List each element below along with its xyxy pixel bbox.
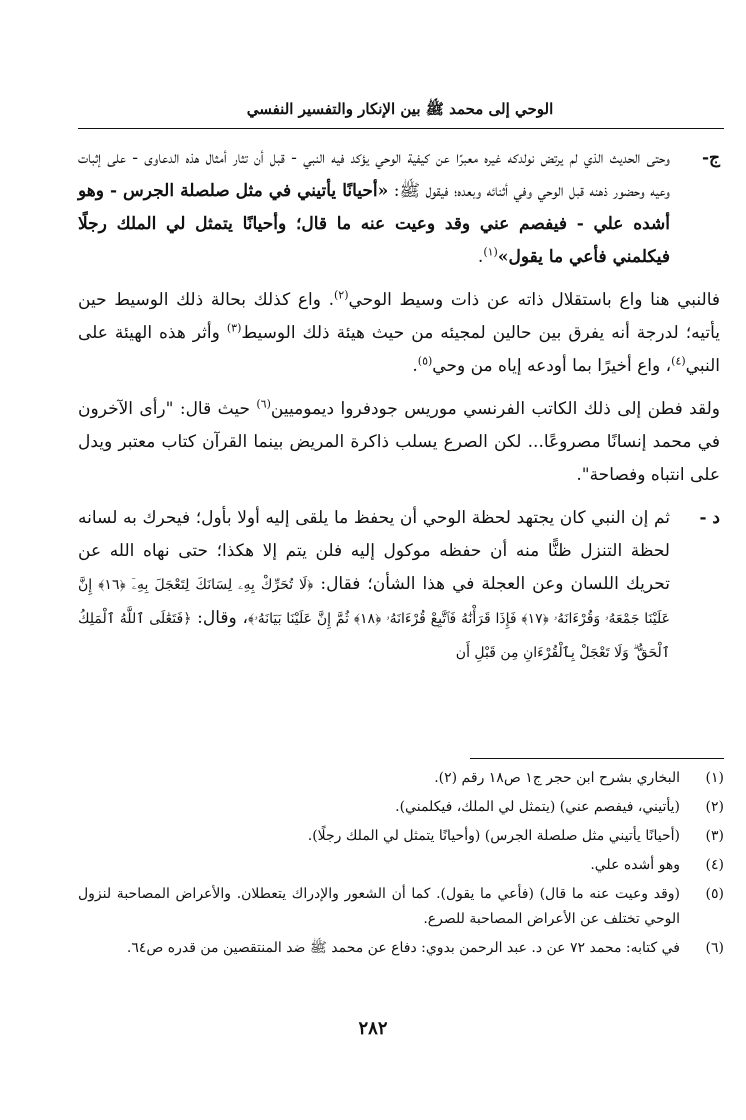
paragraph-text: . xyxy=(412,356,418,376)
footnote xyxy=(78,936,724,961)
footnote-text: البخاري بشرح ابن حجر ج١ ص١٨ رقم (٢). xyxy=(434,770,680,786)
footnote-text: وهو أشده علي. xyxy=(590,857,680,873)
paragraph-3 xyxy=(78,393,720,492)
header-rule xyxy=(78,128,724,129)
footnote-ref: (٥) xyxy=(417,354,433,368)
paragraph-marker: ج- xyxy=(701,148,720,168)
page-number: ٢٨٢ xyxy=(358,1018,388,1039)
paragraph-2 xyxy=(78,284,720,383)
paragraph-text: وأثر هذه الهيئة على النبي xyxy=(78,323,720,376)
paragraph-text: وحتى الحديث الذي لم يرتض نولدكه غيره معبرًا عن كيفية الوحي يؤكد فيه النبي - قبل أن تثار أمثال هذه الدعاوى - على إثبات وعيه وحضور ذهنه قبل الوحي وفي أثنائه وبعده؛ فيقول ﷺ: xyxy=(78,148,670,201)
paragraph-text: حيث قال: "رأى الآخرون في محمد إنسانًا مصروعًا... لكن الصرع يسلب ذاكرة المريض بينما القرآن كتاب معتبر ويدل على انتباه وفصاحة". xyxy=(78,399,720,485)
paragraph-text: ثم إن النبي كان يجتهد لحظة الوحي أن يحفظ ما يلقى إليه أولا بأول؛ فيحرك به لسانه لحظة التنزل ظنًّا منه أن حفظه موكول إليه فلن يتم إلا هكذا؛ حتى نهاه الله عن تحريك اللسان وعن العجلة في هذا الشأن؛ فقال: xyxy=(78,508,670,594)
footnote xyxy=(78,766,724,791)
footnote-ref: (٢) xyxy=(333,288,349,302)
footnote-ref: (٦) xyxy=(256,397,271,411)
paragraph-text: ، وقال: xyxy=(191,608,249,628)
paragraph-text: . واع كذلك بحالة ذلك الوسيط حين يأتيه؛ لدرجة أنه يفرق بين حالين لمجيئه من حيث هيئة ذلك الوسيط xyxy=(78,290,720,343)
footnote-number: (٢) xyxy=(705,799,724,815)
paragraph-text: . xyxy=(477,247,484,267)
footnote-text: (يأتيني، فيفصم عني) (يتمثل لي الملك، فيكلمني). xyxy=(395,799,680,815)
paragraph-dal xyxy=(78,502,720,670)
quran-verse: ﴿لَا تُحَرِّكْ بِهِۦ لِسَانَكَ لِتَعْجَلَ بِهِۦٓ ﴿١٦﴾ إِنَّ عَلَيْنَا جَمْعَهُۥ وَقُرْءَانَهُۥ ﴿١٧﴾ فَإِذَا قَرَأْنَٰهُ فَٱتَّبِعْ قُرْءَانَهُۥ ﴿١٨﴾ ثُمَّ إِنَّ عَلَيْنَا بَيَانَهُۥ﴾ xyxy=(78,577,671,627)
footnotes xyxy=(78,766,724,965)
quran-verse: ﴿فَتَعَٰلَى ٱللَّهُ ٱلْمَلِكُ ٱلْحَقُّ ۗ وَلَا تَعْجَلْ بِٱلْقُرْءَانِ مِن قَبْلِ أَن xyxy=(78,611,670,661)
hadith-quote: «أحيانًا يأتيني في مثل صلصلة الجرس - وهو أشده علي - فيفصم عني وقد وعيت عنه ما قال؛ وأحيانًا يتمثل لي الملك رجلًا فيكلمني فأعي ما يقول» xyxy=(78,181,670,267)
footnote-text: (وقد وعيت عنه ما قال) (فأعي ما يقول). كما أن الشعور والإدراك يتعطلان. والأعراض المصاحبة لنزول الوحي تختلف عن الأعراض المصاحبة للصرع. xyxy=(78,886,680,927)
paragraph-marker: د - xyxy=(699,508,720,528)
paragraph-text: ، واع أخيرًا بما أودعه إياه من وحي xyxy=(432,356,672,376)
footnote-rule xyxy=(470,758,724,759)
footnote-number: (١) xyxy=(705,770,724,786)
paragraph-text: فالنبي هنا واع باستقلال ذاته عن ذات وسيط الوحي xyxy=(348,290,720,310)
footnote xyxy=(78,824,724,849)
footnote-number: (٦) xyxy=(705,940,724,956)
footnote-ref: (٣) xyxy=(226,321,242,335)
footnote-ref: (١) xyxy=(483,245,498,259)
footnote xyxy=(78,853,724,878)
paragraph-text: ولقد فطن إلى ذلك الكاتب الفرنسي موريس جودفروا ديموميين xyxy=(270,399,720,419)
footnote-ref: (٤) xyxy=(671,354,686,368)
footnote-text: في كتابه: محمد ٧٢ عن د. عبد الرحمن بدوي: دفاع عن محمد ﷺ ضد المنتقصين من قدره ص٦٤. xyxy=(126,940,680,956)
footnote xyxy=(78,882,724,932)
paragraph-jim xyxy=(78,142,720,274)
footnote-text: (أحيانًا يأتيني مثل صلصلة الجرس) (وأحيانًا يتمثل لي الملك رجلًا). xyxy=(307,828,680,844)
running-header: الوحي إلى محمد ﷺ بين الإنكار والتفسير النفسي xyxy=(246,100,554,118)
footnote-number: (٥) xyxy=(705,886,724,902)
main-text xyxy=(78,142,720,680)
footnote-number: (٣) xyxy=(705,828,724,844)
footnote-number: (٤) xyxy=(705,857,724,873)
footnote xyxy=(78,795,724,820)
